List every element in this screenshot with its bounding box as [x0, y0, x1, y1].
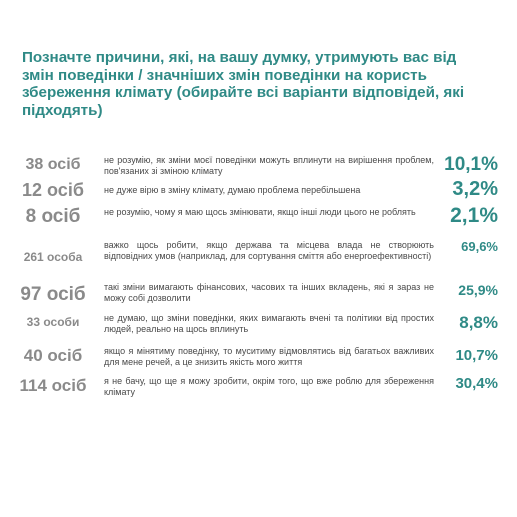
percent-value: 2,1%: [450, 204, 498, 227]
respondent-count: 8 осіб: [25, 206, 81, 227]
respondent-count: 40 осіб: [23, 346, 83, 365]
reason-text: важко щось робити, якщо держава та місцева влада не створюють відповідних умов (наприклад, для сортування сміття або енергоефективності): [104, 240, 434, 261]
reason-text: не розумію, чому я маю щось змінювати, якщо інші люди цього не роблять: [104, 207, 416, 217]
respondent-count: 12 осіб: [22, 180, 84, 200]
reason-text: я не бачу, що ще я можу зробити, окрім того, що вже роблю для збереження клімату: [104, 376, 434, 397]
reason-text: не дуже вірю в зміну клімату, думаю проблема перебільшена: [104, 185, 361, 195]
percent-value: 10,1%: [444, 154, 498, 175]
percent-value: 69,6%: [461, 239, 498, 254]
percent-value: 25,9%: [458, 282, 498, 298]
percent-value: 8,8%: [459, 313, 498, 332]
respondent-count: 114 осіб: [19, 376, 87, 395]
reason-text: такі зміни вимагають фінансових, часових та інших вкладень, які я зараз не можу собі дозволити: [104, 282, 434, 303]
respondent-count: 97 осіб: [20, 284, 86, 305]
percent-value: 3,2%: [452, 178, 498, 200]
reason-text: не розумію, як зміни моєї поведінки можуть вплинути на вирішення проблем, пов'язаних зі зміною клімату: [104, 155, 434, 176]
respondent-count: 33 особи: [26, 315, 80, 329]
respondent-count: 38 осіб: [25, 156, 81, 173]
percent-value: 10,7%: [455, 347, 498, 364]
reason-text: не думаю, що зміни поведінки, яких вимагають вчені та політики від простих людей, реально на щось вплинуть: [104, 313, 434, 334]
question-title: Позначте причини, які, на вашу думку, утримують вас від змін поведінки / значніших змін поведінки на користь збереження клімату (обирайте всі варіанти відповідей, які підходять): [22, 49, 465, 119]
percent-value: 30,4%: [455, 375, 498, 392]
respondent-count: 261 особа: [23, 250, 83, 264]
reason-text: якщо я мінятиму поведінку, то муситиму відмовлятись від багатьох важливих для мене речей, а це знизить якість мого життя: [104, 346, 434, 367]
